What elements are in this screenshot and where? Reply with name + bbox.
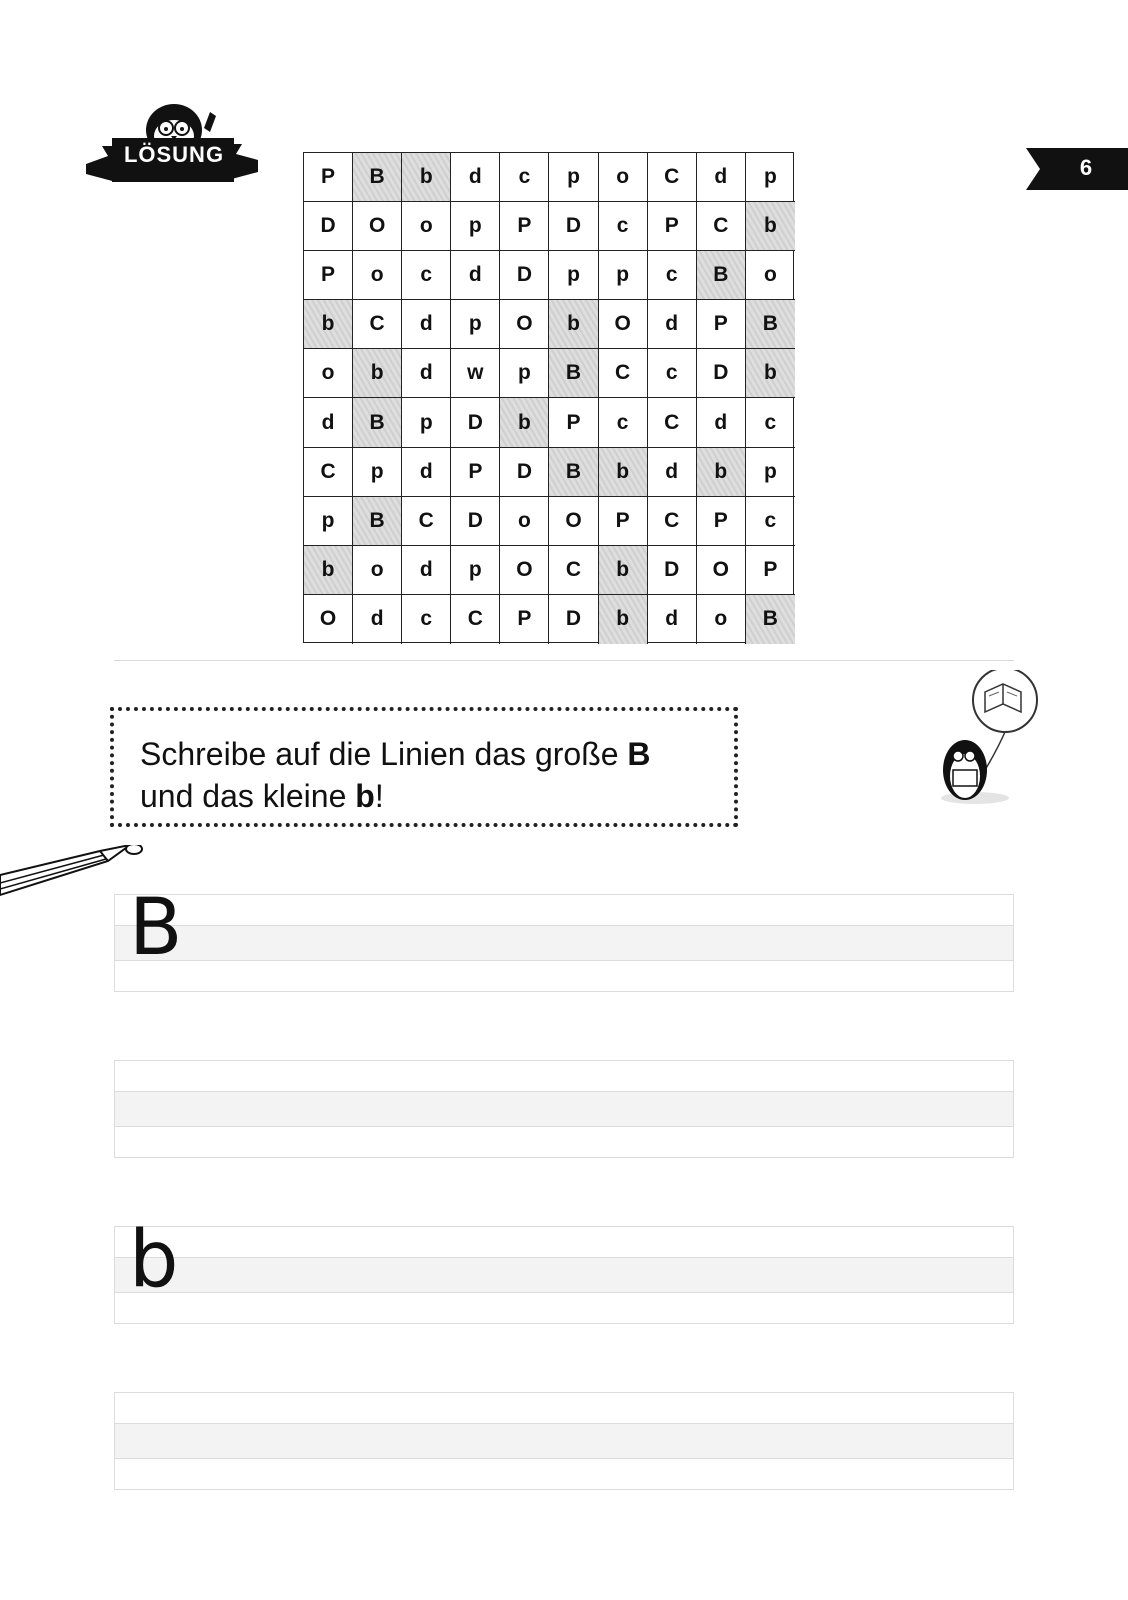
grid-cell: b	[304, 300, 353, 349]
grid-cell: o	[697, 595, 746, 644]
grid-cell: B	[549, 349, 598, 398]
grid-cell: P	[549, 398, 598, 447]
grid-cell: p	[353, 448, 402, 497]
page-number-tab	[1026, 148, 1128, 190]
grid-cell: d	[648, 300, 697, 349]
grid-cell: o	[353, 251, 402, 300]
grid-cell: o	[746, 251, 795, 300]
grid-cell: O	[304, 595, 353, 644]
grid-cell: d	[402, 448, 451, 497]
grid-cell: P	[746, 546, 795, 595]
grid-cell: D	[549, 202, 598, 251]
grid-cell: p	[549, 153, 598, 202]
grid-cell: D	[451, 398, 500, 447]
grid-cell: d	[402, 300, 451, 349]
grid-cell: B	[746, 300, 795, 349]
grid-cell: C	[648, 497, 697, 546]
grid-cell: d	[451, 153, 500, 202]
grid-cell: c	[648, 251, 697, 300]
grid-cell: P	[500, 595, 549, 644]
grid-cell: D	[500, 251, 549, 300]
grid-cell: p	[746, 153, 795, 202]
grid-cell: o	[402, 202, 451, 251]
grid-cell: p	[500, 349, 549, 398]
grid-cell: P	[304, 251, 353, 300]
grid-cell: b	[746, 202, 795, 251]
grid-cell: D	[304, 202, 353, 251]
grid-cell: C	[451, 595, 500, 644]
grid-cell: d	[402, 546, 451, 595]
grid-cell: b	[353, 349, 402, 398]
page-number: 6	[1079, 155, 1093, 180]
solution-label: LÖSUNG	[123, 142, 225, 167]
grid-cell: p	[451, 202, 500, 251]
grid-cell: d	[648, 448, 697, 497]
grid-cell: c	[746, 398, 795, 447]
grid-cell: D	[500, 448, 549, 497]
grid-cell: o	[500, 497, 549, 546]
grid-cell: p	[451, 546, 500, 595]
grid-cell: B	[697, 251, 746, 300]
grid-cell: P	[599, 497, 648, 546]
grid-cell: o	[304, 349, 353, 398]
grid-cell: d	[648, 595, 697, 644]
grid-cell: O	[500, 300, 549, 349]
grid-cell: o	[599, 153, 648, 202]
grid-cell: P	[697, 497, 746, 546]
instruction-bold-lower: b	[355, 778, 375, 814]
grid-cell: P	[697, 300, 746, 349]
grid-cell: d	[697, 153, 746, 202]
grid-cell: p	[746, 448, 795, 497]
grid-cell: c	[746, 497, 795, 546]
grid-cell: B	[549, 448, 598, 497]
grid-cell: d	[697, 398, 746, 447]
writing-lines-lower-example[interactable]	[114, 1215, 1014, 1324]
grid-cell: P	[451, 448, 500, 497]
grid-cell: c	[402, 251, 451, 300]
grid-cell: C	[353, 300, 402, 349]
grid-cell: C	[648, 398, 697, 447]
instruction-bold-upper: B	[627, 736, 651, 772]
grid-cell: p	[304, 497, 353, 546]
grid-cell: c	[599, 202, 648, 251]
grid-cell: B	[746, 595, 795, 644]
grid-cell: P	[648, 202, 697, 251]
solution-badge	[86, 98, 266, 194]
grid-cell: O	[599, 300, 648, 349]
grid-cell: d	[402, 349, 451, 398]
grid-cell: c	[599, 398, 648, 447]
letter-grid	[303, 152, 794, 643]
grid-cell: c	[648, 349, 697, 398]
grid-cell: C	[402, 497, 451, 546]
grid-cell: b	[599, 546, 648, 595]
writing-lines-lower-practice[interactable]	[114, 1392, 1014, 1490]
grid-cell: B	[353, 497, 402, 546]
instruction-text-1: Schreibe auf die Linien das große	[140, 736, 628, 772]
grid-cell: p	[549, 251, 598, 300]
grid-cell: P	[500, 202, 549, 251]
grid-cell: c	[500, 153, 549, 202]
grid-cell: p	[599, 251, 648, 300]
grid-cell: C	[304, 448, 353, 497]
grid-cell: B	[353, 398, 402, 447]
grid-cell: b	[500, 398, 549, 447]
instruction-end: !	[374, 778, 384, 814]
grid-cell: C	[599, 349, 648, 398]
grid-cell: C	[697, 202, 746, 251]
grid-cell: p	[402, 398, 451, 447]
grid-cell: o	[353, 546, 402, 595]
grid-cell: b	[304, 546, 353, 595]
writing-lines-upper-example[interactable]	[114, 883, 1014, 992]
grid-cell: b	[549, 300, 598, 349]
writing-lines-upper-practice[interactable]	[114, 1060, 1014, 1158]
grid-cell: p	[451, 300, 500, 349]
grid-cell: d	[353, 595, 402, 644]
penguin-balloon-icon	[935, 670, 1045, 830]
instruction-text-2: und das kleine	[140, 778, 356, 814]
grid-cell: d	[304, 398, 353, 447]
example-letter-lower: b	[129, 1215, 179, 1305]
grid-cell: c	[402, 595, 451, 644]
grid-cell: O	[500, 546, 549, 595]
instruction-box	[110, 707, 738, 827]
grid-cell: d	[451, 251, 500, 300]
grid-cell: C	[648, 153, 697, 202]
grid-cell: b	[402, 153, 451, 202]
grid-cell: D	[697, 349, 746, 398]
grid-cell: P	[304, 153, 353, 202]
grid-cell: D	[549, 595, 598, 644]
grid-cell: b	[697, 448, 746, 497]
grid-cell: B	[353, 153, 402, 202]
grid-cell: C	[549, 546, 598, 595]
grid-cell: O	[697, 546, 746, 595]
grid-cell: b	[746, 349, 795, 398]
grid-cell: b	[599, 595, 648, 644]
grid-cell: w	[451, 349, 500, 398]
grid-cell: O	[353, 202, 402, 251]
grid-cell: O	[549, 497, 598, 546]
grid-cell: D	[451, 497, 500, 546]
grid-cell: D	[648, 546, 697, 595]
example-letter-upper: B	[129, 883, 183, 973]
divider	[114, 660, 1014, 661]
grid-cell: b	[599, 448, 648, 497]
